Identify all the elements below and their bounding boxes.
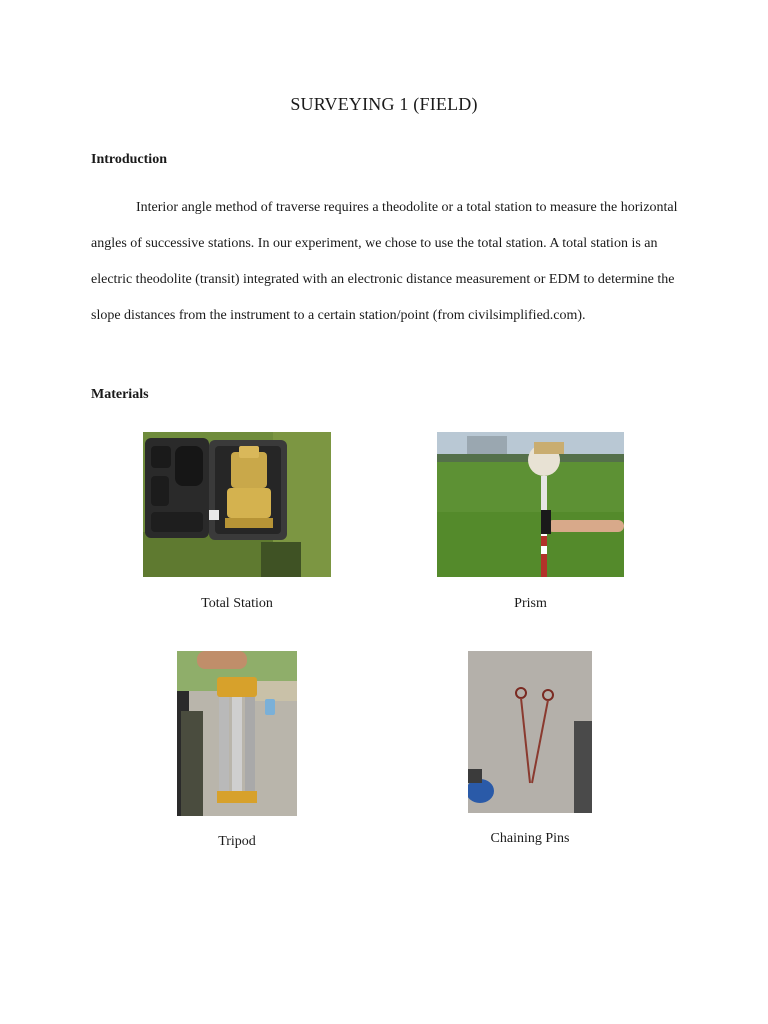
- prism-caption: Prism: [514, 596, 547, 611]
- tripod-caption: Tripod: [218, 834, 256, 849]
- tripod-photo: [177, 651, 297, 816]
- total-station-photo: [143, 432, 331, 577]
- prism-photo: [437, 432, 624, 577]
- total-station-caption: Total Station: [201, 596, 273, 611]
- introduction-paragraph: Interior angle method of traverse requires a theodolite or a total station to measure the horizontal angles of successive stations. In our experiment, we chose to use the total station. A total station is an electric theodolite (transit) integrated with an electronic distance measurement or EDM to determine the slope distances from the instrument to a certain station/point (from civilsimplified.com).: [91, 200, 678, 323]
- chaining-pins-caption: Chaining Pins: [490, 831, 570, 846]
- chaining-pins-photo: [468, 651, 592, 813]
- materials-heading: Materials: [91, 387, 149, 402]
- introduction-heading: Introduction: [91, 152, 167, 167]
- page-title: SURVEYING 1 (FIELD): [290, 94, 478, 114]
